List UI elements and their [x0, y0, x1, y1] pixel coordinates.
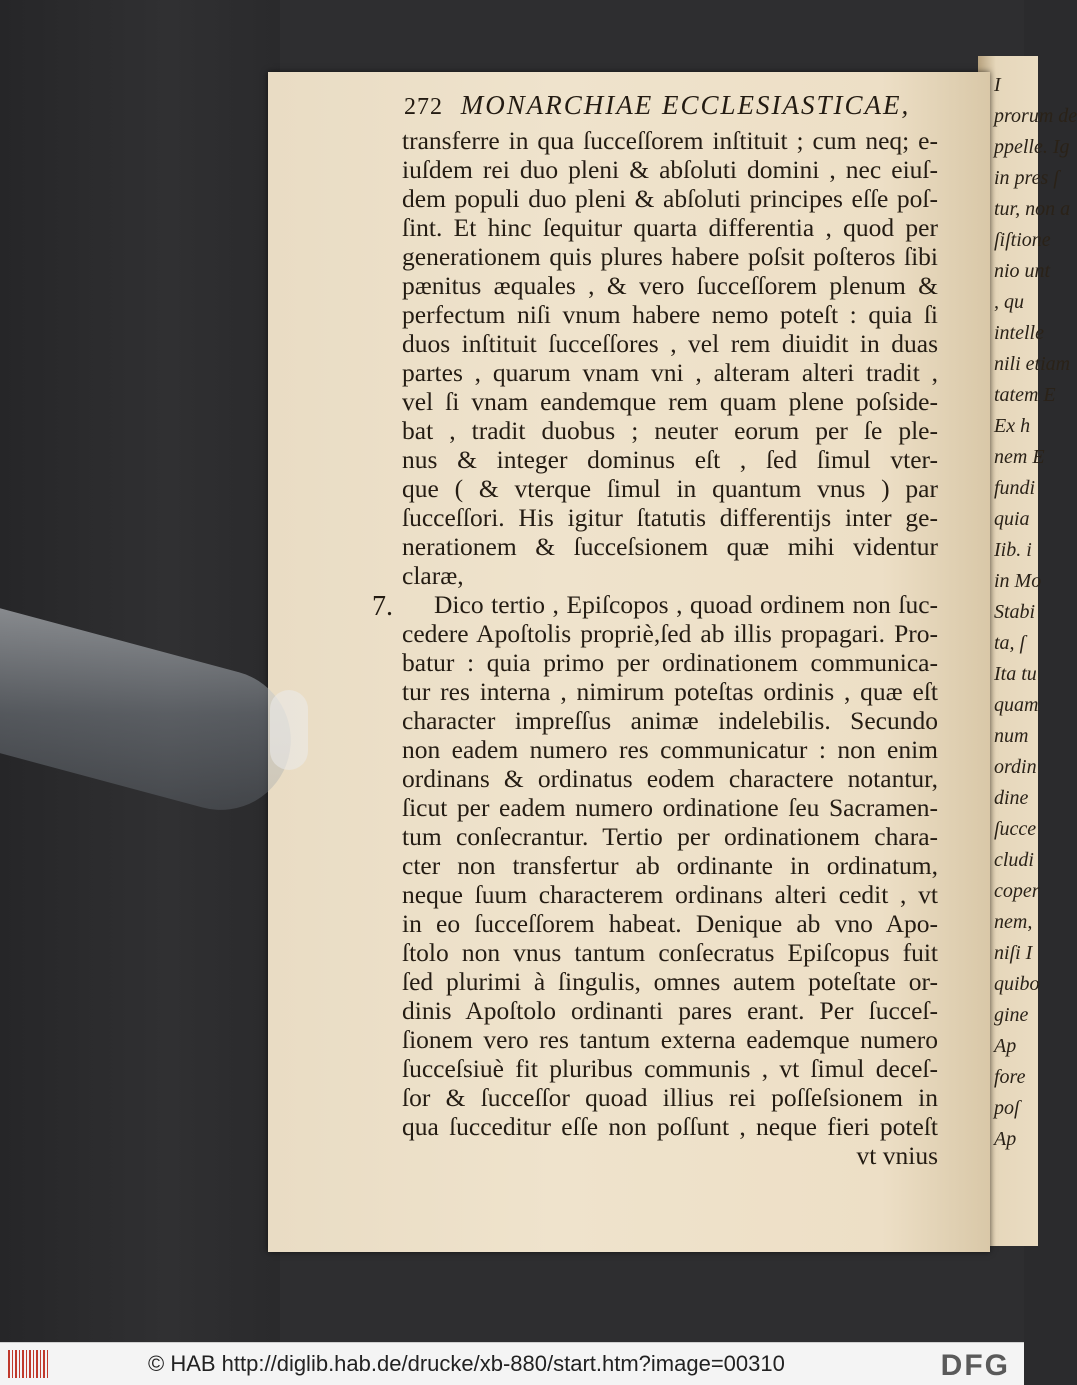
page-clip-tip — [270, 690, 308, 770]
text-line: generationem quis plures habere poſsit poſteros ſibi — [402, 242, 938, 271]
text-line: cter non transfertur ab ordinante in ordinatum, — [402, 851, 938, 880]
facing-page-fragment: poſ — [994, 1097, 1020, 1119]
facing-page-fragment: quam — [994, 694, 1039, 716]
facing-page-fragment: , qu — [994, 291, 1024, 313]
facing-page-fragment: fundi — [994, 477, 1036, 499]
text-line: vt vnius — [856, 1141, 938, 1170]
text-line: in eo ſucceſſorem habeat. Denique ab vno Apo- — [402, 909, 938, 938]
text-line: non eadem numero res communicatur : non enim — [402, 735, 938, 764]
facing-page-fragment: in Mo — [994, 570, 1042, 592]
facing-page-fragment: tur, non a — [994, 198, 1071, 220]
facing-page-fragment: Stabi — [994, 601, 1036, 623]
text-line: partes , quarum vnam vni , alteram alteri tradit , — [402, 358, 938, 387]
text-line: ſicut per eadem numero ordinatione ſeu Sacramen- — [402, 793, 938, 822]
text-line: vel ſi vnam eandemque rem quam plene poſside- — [402, 387, 938, 416]
facing-page-fragment: ppelle. Ig — [994, 136, 1070, 158]
facing-page-fragment: Ex h — [994, 415, 1031, 437]
text-line: ordinans & ordinatus eodem charactere notantur, — [402, 764, 938, 793]
text-line: bat , tradit duobus ; neuter eorum per ſe ple- — [402, 416, 938, 445]
facing-page-fragment: ta, ſ — [994, 632, 1026, 654]
footer-bar — [0, 1342, 1024, 1385]
copyright-link[interactable]: © HAB http://diglib.hab.de/drucke/xb-880/start.htm?image=00310 — [148, 1351, 785, 1376]
text-line: neque ſuum characterem ordinans alteri cedit , vt — [402, 880, 938, 909]
text-line: claræ, — [402, 561, 464, 590]
facing-page-fragment: nem E — [994, 446, 1045, 468]
facing-page-fragment: dine — [994, 787, 1029, 809]
text-line: ſtolo non vnus tantum conſecratus Epiſcopus fuit — [402, 938, 938, 967]
text-line: que ( & vterque ſimul in quantum vnus ) par — [402, 474, 938, 503]
text-line: cedere Apoſtolis propriè,ſed ab illis propagari. Pro- — [402, 619, 938, 648]
facing-page-fragment: niſi I — [994, 942, 1033, 964]
facing-page-fragment: I — [994, 74, 1001, 96]
facing-page-fragment: Iib. i — [994, 539, 1032, 561]
facing-page-fragment: num — [994, 725, 1029, 747]
facing-page-fragment: ſiſtione — [994, 229, 1051, 251]
text-line: dem populi duo pleni & abſoluti principes eſſe poſ- — [402, 184, 938, 213]
text-line: dinis Apoſtolo ordinanti pares erant. Per ſucceſ- — [402, 996, 938, 1025]
facing-page-fragment: intelle — [994, 322, 1044, 344]
facing-page-fragment: Ap — [994, 1035, 1017, 1057]
text-line: qua ſucceditur eſſe non poſſunt , neque fieri poteſt — [402, 1112, 938, 1141]
facing-page-fragment: quia — [994, 508, 1030, 530]
text-line: duos inſtituit ſucceſſores , vel rem diuidit in duas — [402, 329, 938, 358]
facing-page-fragment: in pres ſ — [994, 167, 1059, 189]
text-line: character impreſſus animæ indelebilis. Secundo — [402, 706, 938, 735]
text-line: nus & integer dominus eſt , ſed ſimul vter- — [402, 445, 938, 474]
page-number: 272 — [404, 94, 443, 120]
facing-page-fragment: cludi — [994, 849, 1034, 871]
text-line: iuſdem rei duo pleni & abſoluti domini , nec eiuſ- — [402, 155, 938, 184]
text-line: ſucceſsiuè fit pluribus communis , vt ſimul deceſ- — [402, 1054, 938, 1083]
text-line: ſed plurimi à ſingulis, omnes autem poteſtate or- — [402, 967, 938, 996]
facing-page-fragment: Ita tu — [994, 663, 1037, 685]
text-line: ſint. Et hinc ſequitur quarta differentia , quod per — [402, 213, 938, 242]
facing-page-fragment: nili etiam — [994, 353, 1071, 375]
text-line: perfectum niſi vnum habere nemo poteſt : quia ſi — [402, 300, 938, 329]
facing-page-fragment: Ap — [994, 1128, 1017, 1150]
text-line: nerationem & ſucceſsionem quæ mihi videntur — [402, 532, 938, 561]
text-line: pænitus æquales , & vero ſucceſſorem plenum & — [402, 271, 938, 300]
library-logo-icon — [8, 1350, 48, 1378]
text-line: ſucceſſori. His igitur ſtatutis differentijs inter ge- — [402, 503, 938, 532]
facing-page-fragment: coper — [994, 880, 1040, 902]
running-head: MONARCHIAE ECCLESIASTICAE, — [460, 90, 911, 120]
facing-page-fragment: quibo — [994, 973, 1040, 995]
facing-page-fragment: fore — [994, 1066, 1026, 1088]
text-line: tum conſecrantur. Tertio per ordinationem chara- — [402, 822, 938, 851]
text-line: transferre in qua ſucceſſorem inſtituit ; cum neq; e- — [402, 126, 938, 155]
facing-page-fragment: prorum de — [994, 105, 1077, 127]
facing-page-fragment: gine — [994, 1004, 1029, 1026]
section-marker: 7. — [372, 591, 393, 622]
body-text — [402, 126, 938, 1170]
text-line: Dico tertio , Epiſcopos , quoad ordinem non ſuc- — [434, 590, 938, 619]
page-header — [404, 90, 944, 121]
text-line: ſor & ſucceſſor quoad illius rei poſſeſsionem in — [402, 1083, 938, 1112]
facing-page-fragment: ſucce — [994, 818, 1037, 840]
text-line: batur : quia primo per ordinationem communica- — [402, 648, 938, 677]
dfg-logo: DFG — [940, 1349, 1010, 1382]
facing-page-fragment: nio unt — [994, 260, 1051, 282]
text-line: tur res interna , nimirum poteſtas ordinis , quæ eſt — [402, 677, 938, 706]
text-line: ſionem vero res tantum externa eademque numero — [402, 1025, 938, 1054]
facing-page-fragment: tatem E — [994, 384, 1056, 406]
facing-page-fragment: nem, — [994, 911, 1033, 933]
facing-page-fragment: ordin — [994, 756, 1037, 778]
